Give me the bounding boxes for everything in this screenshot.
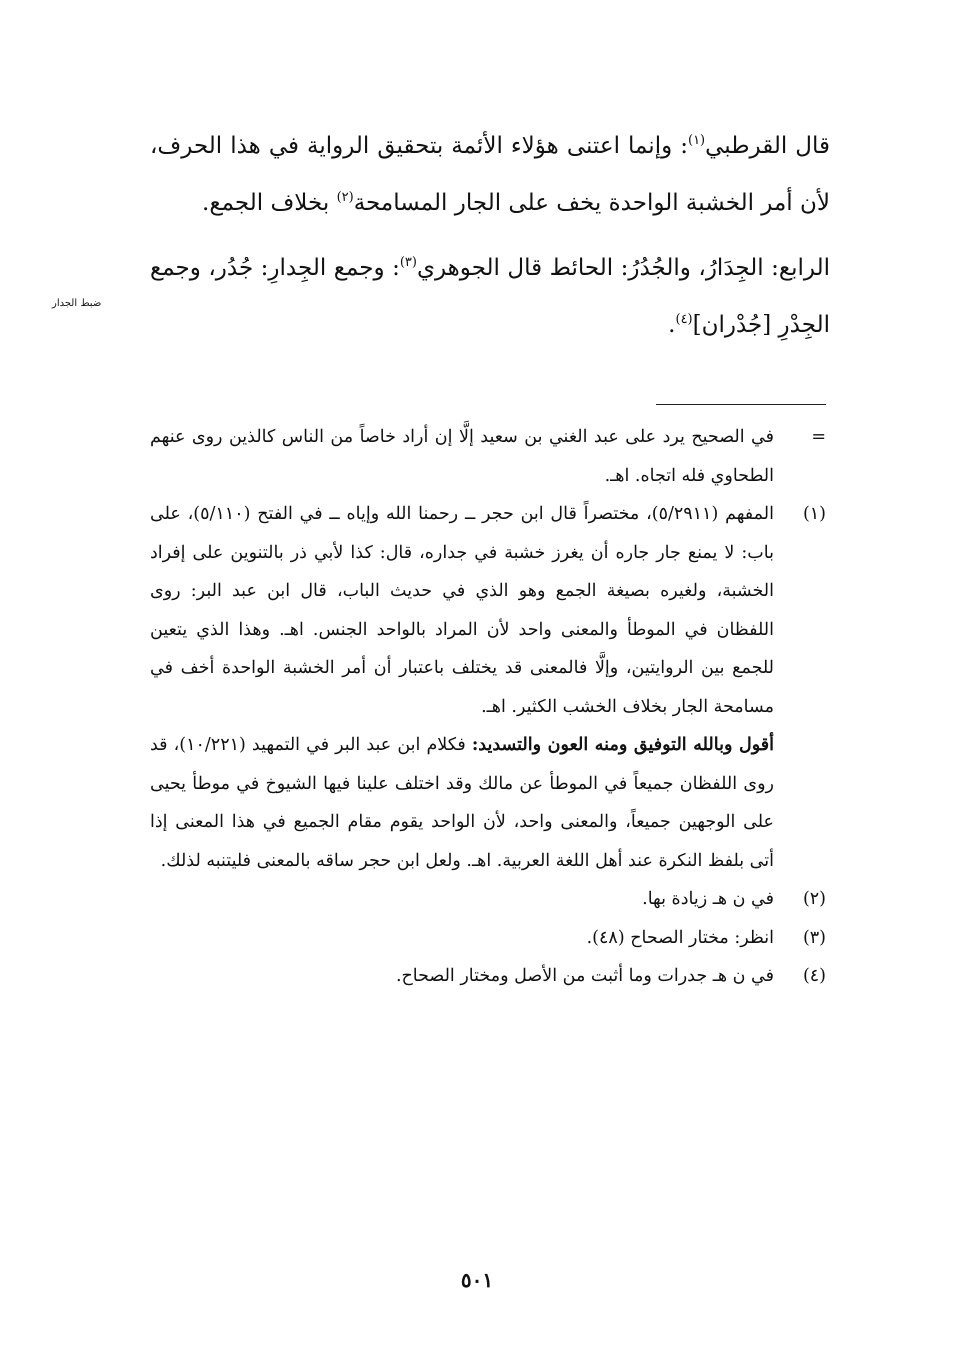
text-run: الرابع: الجِدَارُ، والجُدُرُ: الحائط قال الجوهري — [416, 255, 830, 281]
footnote-ref-3[interactable]: (٣) — [399, 255, 417, 270]
text-run: بخلاف الجمع. — [202, 190, 337, 216]
text-run: قال القرطبي — [705, 133, 830, 159]
footnote-3 — [150, 919, 826, 958]
footnote-ref-1[interactable]: (١) — [687, 133, 706, 148]
footnote-number: (٣) — [802, 927, 826, 948]
footnote-text: في ن هـ جدرات وما أثبت من الأصل ومختار الصحاح. — [395, 966, 774, 986]
footnote-text: في الصحيح يرد على عبد الغني بن سعيد إلَّا إن أراد خاصاً من الناس كالذين روى عنهم الطحاوي فله اتجاه. اهـ. — [150, 427, 774, 486]
text-run: : وجمع الجِدارِ: جُدُر، وجمع الجِدْرِ [جُدْران] — [150, 255, 830, 338]
footnote-number: (٤) — [802, 966, 826, 986]
text-run: : وإنما اعتنى هؤلاء الأئمة بتحقيق الرواية في هذا الحرف، لأن أمر الخشبة الواحدة يخف على الجار المسامحة — [150, 133, 830, 216]
footnote-text: المفهم (٥/٢٩١١)، مختصراً قال ابن حجر ــ رحمنا الله وإياه ــ في الفتح (٥/١١٠)، على باب: لا يمنع جار جاره أن يغرز خشبة في جداره، قال: كذا لأبي ذر بالتنوين على إفراد الخشبة، ولغيره بصيغة الجمع وهو الذي في حديث الباب، قال ابن عبد البر: روى اللفظان في الموطأ والمعنى واحد لأن المراد بالواحد الجنس. اهـ. وهذا الذي يتعين للجمع بين الروايتين، وإلَّا فالمعنى قد يختلف باعتبار أن أمر الخشبة الواحدة أخف في مسامحة الجار بخلاف الخشب الكثير. اهـ. — [150, 504, 774, 717]
footnote-ref-2[interactable]: (٢) — [336, 190, 354, 205]
footnote-number: (٢) — [802, 889, 826, 909]
footnote-continued — [150, 418, 826, 495]
footnote-ref-4[interactable]: (٤) — [675, 312, 693, 327]
main-text — [150, 118, 830, 354]
footnote-2 — [150, 880, 826, 919]
footnote-text: انظر: مختار الصحاح (٤٨). — [586, 927, 774, 948]
paragraph-qurtubi — [150, 118, 830, 232]
text-run: فكلام ابن عبد البر في التمهيد (١٠/٢٢١)، قد روى اللفظان جميعاً في الموطأ عن مالك وقد اختلف علينا فيها الشيوخ في موطأ يحيى على الوجهين جميعاً، والمعنى واحد، لأن الواحد يقوم مقام الجميع في هذا المعنى إذا أتى بلفظ النكرة عند أهل اللغة العربية. اهـ. ولعل ابن حجر ساقه بالمعنى فليتنبه لذلك. — [150, 735, 774, 871]
page-number: ٥٠١ — [460, 1268, 494, 1292]
footnote-4 — [150, 957, 826, 996]
bold-lead: أقول وبالله التوفيق ومنه العون والتسديد: — [471, 735, 774, 755]
footnote-text: في ن هـ زيادة بها. — [642, 889, 774, 909]
continuation-marker: = — [811, 427, 826, 447]
footnote-1 — [150, 495, 826, 880]
paragraph-fourth — [150, 240, 830, 354]
margin-note: ضبط الجدار — [52, 298, 102, 309]
text-run: . — [668, 312, 676, 338]
footnote-divider — [656, 404, 826, 405]
footnote-text — [150, 726, 774, 880]
footnotes — [150, 418, 826, 996]
footnote-number: (١) — [802, 504, 826, 524]
